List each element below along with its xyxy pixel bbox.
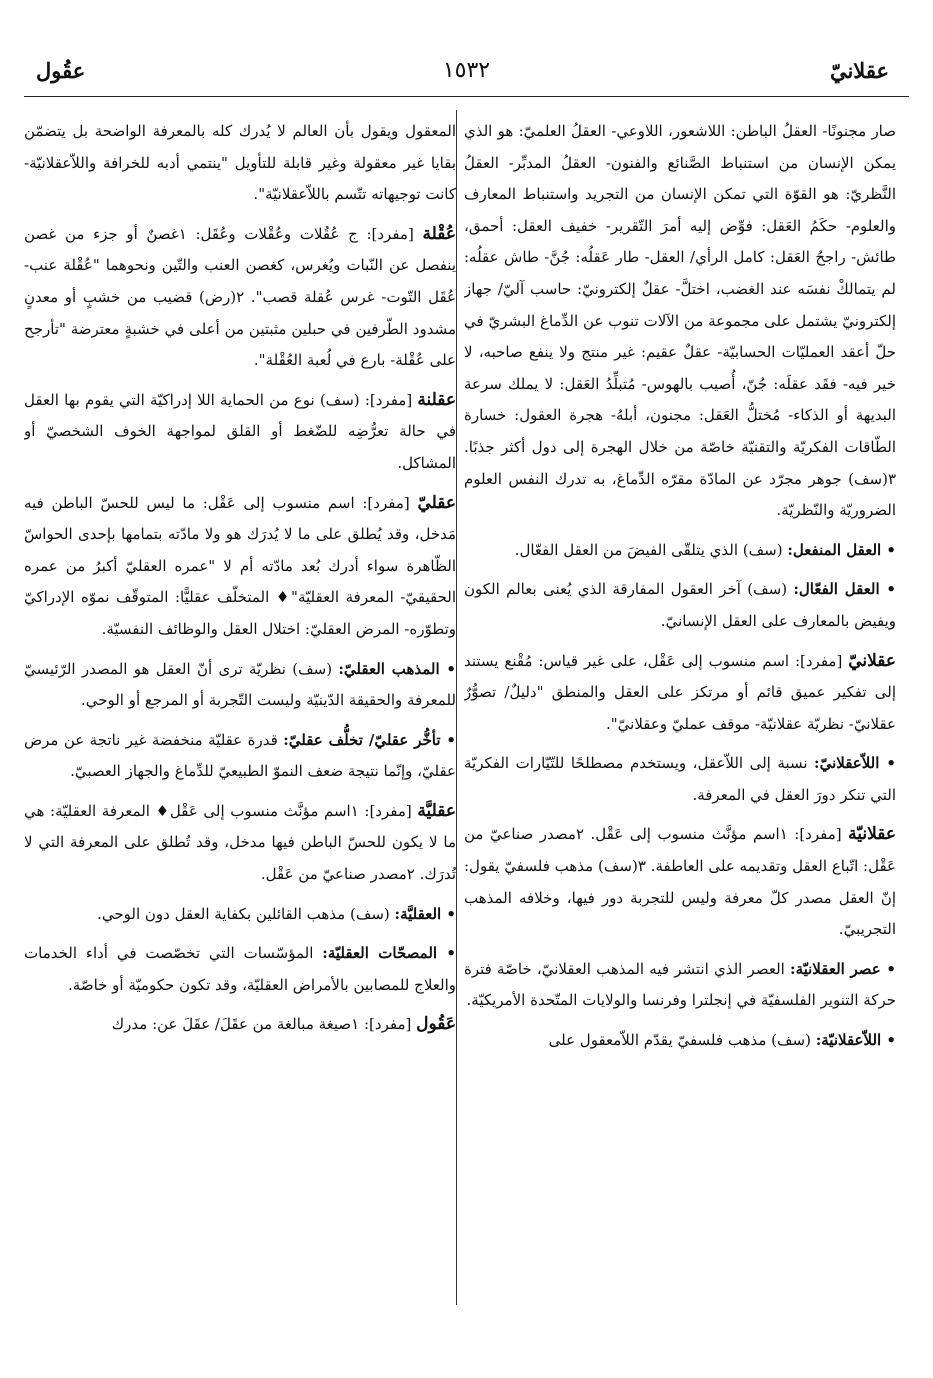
running-head-first-word: عقلانيّ (829, 58, 889, 83)
entry-definition: نسبة إلى اللاّعقل، ويستخدم مصطلحًا للتّيّارات الفكريّة التي تنكر دورَ العقل في المعرفة. (464, 754, 896, 804)
headword: عقلنة (417, 389, 456, 410)
entry-definition: العصر الذي انتشر فيه المذهب العقلانيّ، خاصّة فترة حركة التنوير الفلسفيّة في إنجلترا وفرنسا والولايات المتّحدة الأمريكيّة. (464, 959, 896, 1010)
headword: عُقْلة (422, 223, 456, 244)
sub-entry-term: • المصحّات العقليّة: (322, 944, 456, 963)
entry-definition: (سف) الذي يتلقّى الفيضَ من العقل الفعّال. (514, 540, 788, 559)
entry-definition: قدرة عقليّة منخفضة غير ناتجة عن مرض عقليّ، وإنّما نتيجة ضعف النموّ الطبيعيّ للدِّماغ والجهاز العصبيّ. (24, 730, 456, 781)
headword: عَقُول (416, 1014, 456, 1035)
sub-entry-term: • العقل الفعّال: (793, 580, 896, 599)
entry-definition: [مفرد]: ١اسم مؤنَّث منسوب إلى عَقْل♦ المعرفة العقليّة: هي ما لا يكون للحسّ الباطن فيها مدخل، وقد تُطلق على المعرفة التي لا تُدرَك. ٢مصدر صناعيّ من عَقْل. (24, 801, 456, 884)
entry-definition: صار مجنونًا- العقلُ الباطن: اللاشعور، اللاوعي- العقلُ العلميّ: هو الذي يمكن الإنسان من استنباط الصَّنائع والفنون- العقلُ المدبِّر- العقلُ النَّظريّ: هو القوّة التي تمكن الإنسان من التجريد واستنباط المعارف والعلوم- حكَمُ العَقل: فوِّض إليه أمرَ التّقرير- خفيف العقل: أحمق، طائش- راجحُ العَقل: كامل الرأي/ العقل- طار عَقلُه: جُنَّ- طاش عقلُه: لم يتمالكْ نفسَه عند الغضب، اختلَّ- عقلٌ إلكترونيّ: حاسب آليّ/ جهاز إلكترونيّ يشتمل على مجموعة من الآلات تنوب عن الدِّماغ البشريّ في حلّ أعقد العمليّات الحسابيّة- عقلٌ عقيم: غير منتج ولا ينفع صاحبه، لا خير فيه- فقَد عقلَه: جُنّ، أُصيب بالهوس- مُتبلِّدُ العَقل: لا يملك سرعة البديهة أو الذكاء- مُختلُّ العَقل: مجنون، أبلهُ- هجرة العقول: خسارة الطّاقات الفكريّة والتقنيّة خاصّة من خلال الهجرة إلى دول أكثر جذبًا. ٣(سف) جوهر مجرّد عن المادّة مقرّه الدِّماغ، به تدرك النفس العلوم الضروريّة والنّظريّة. (464, 122, 896, 520)
entry-definition: [مفرد]: اسم منسوب إلى عَقْل: ما ليس للحسّ الباطن فيه مَدخل، وقد يُطلق على ما لا يُدرَك هو ولا مادّته بتمامها بإحدى الحواسّ الظّاهرة سواء أدرك بُعد مادّته أم لا "عمره العقليّ أكبرُ من عمره الحقيقيّ- المعرفة العقليّة"♦ المتخلّف عقليًّا: المتوقّف نموّه الإدراكيّ وتطوّره- المرض العقليّ: اختلال العقل والوظائف النفسيّة. (24, 493, 456, 638)
entry-definition: [مفرد]: ١اسم مؤنَّث منسوب إلى عَقْل. ٢مصدر صناعيّ من عَقْل: اتّباع العقل وتقديمه على العاطفة. ٣(سف) مذهب فلسفيّ يقول: إنّ العقل مصدر كلّ معرفة وليس للتجربة دور فيها، وخلافه المذهب التجريبيّ. (464, 825, 896, 939)
entry-definition: (سف) مذهب القائلين بكفاية العقل دون الوحي. (97, 904, 395, 923)
column-divider (456, 110, 457, 1305)
dictionary-entry (24, 725, 456, 788)
dictionary-entry (464, 819, 896, 945)
dictionary-entry (464, 954, 896, 1017)
dictionary-entry (24, 938, 456, 1001)
sub-entry-term: • اللاّعقلانيّة: (815, 1031, 896, 1050)
dictionary-entry (24, 219, 456, 377)
dictionary-entry (24, 385, 456, 480)
sub-entry-term: • عصر العقلانيّة: (790, 959, 896, 978)
entry-definition: المؤسّسات التي تخصّصت في أداء الخدمات والعلاج للمصابين بالأمراض العقليّة، وقد تكون حكوميّة أو خاصّة. (24, 944, 456, 994)
sub-entry-term: • المذهب العقليّ: (338, 659, 456, 678)
dictionary-entry (24, 796, 456, 891)
dictionary-entry (464, 1025, 896, 1057)
dictionary-entry (464, 116, 896, 527)
sub-entry-term: • العقل المنفعل: (787, 540, 896, 559)
sub-entry-term: • اللاّعقلانيّ: (814, 754, 896, 773)
dictionary-entry (24, 116, 456, 211)
dictionary-entry (24, 1009, 456, 1041)
entry-definition: (سف) آخر العقول المفارقة الذي يُعنى بعالم الكون ويفيض بالمعارف على العقل الإنسانيّ. (464, 580, 896, 630)
dictionary-entry (24, 899, 456, 931)
sub-entry-term: • العقليَّة: (394, 904, 456, 923)
entry-definition: [مفرد]: ج عُقُلات وعُقْلات وعُقَل: ١غصنٌ أو جزء من غصن ينفصل عن النّبات ويُغرس، كغصن العنب والتّين ونحوهما "عُقْلة عنب- عُقَل التّوت- غرس عُقلة قصب". ٢(رض) قضيب من خشبٍ أو معدنٍ مشدود الطّرفين في حبلين مثبتين من أعلى في خشبةٍ معترضة "تأرجح على عُقْلة- بارع في لُعبة العُقْلة". (24, 224, 456, 370)
page-number: ١٥٣٢ (442, 58, 491, 83)
dictionary-entry (24, 654, 456, 717)
headword: عقليَّة (417, 800, 456, 821)
dictionary-entry (464, 535, 896, 567)
entry-definition: [مفرد]: اسم منسوب إلى عَقْل، على غير قياس: مُقْنع يستند إلى تفكير عميق قائم أو مرتكز على العقل والمنطق "دليلٌ/ تصوُّرٌ عقلانيّ- نظريّة عقلانيّة- موقف عمليّ وعقلانيّ". (464, 651, 896, 733)
dictionary-entry (464, 646, 896, 741)
entry-definition: [مفرد]: (سف) نوع من الحماية اللا إدراكيّة التي يقوم بها العقل في حالة تعرُّضِه للضّغط أو القلق لمواجهة الخوف الشخصيّ أو المشاكل. (24, 390, 456, 472)
headword: عقلانيّة (848, 824, 896, 845)
dictionary-entry (464, 574, 896, 637)
header-rule (24, 96, 909, 97)
left-column (24, 116, 456, 1296)
headword: عقلانيّ (848, 650, 896, 671)
dictionary-entry (24, 488, 456, 646)
entry-definition: (سف) مذهب فلسفيّ يقدّم اللاّمعقول على (548, 1031, 816, 1050)
headword: عقليّ (417, 492, 456, 513)
dictionary-entry (464, 748, 896, 811)
right-column (464, 116, 896, 1296)
entry-definition: [مفرد]: ١صيغة مبالغة من عقَلَ/ عقَلَ عن: مدرك (111, 1015, 417, 1034)
running-head-last-word: عقُول (36, 58, 86, 83)
entry-definition: المعقول ويقول بأن العالم لا يُدرك كله بالمعرفة الواضحة بل يتضمّن بقايا غير معقولة وغير قابلة للتأويل "ينتمي أدبه للخرافة واللاّعقلانيّة- كانت توجيهاته تتّسم باللاّعقلانيّة". (24, 122, 456, 204)
sub-entry-term: • تأخُّر عقليّ/ تخلُّف عقليّ: (283, 730, 456, 749)
entry-definition: (سف) نظريّة ترى أنّ العقل هو المصدر الرّئيسيّ للمعرفة والحقيقة الدّينيّة وليست التّجربة أو المرجع أو الوحي. (24, 659, 456, 710)
